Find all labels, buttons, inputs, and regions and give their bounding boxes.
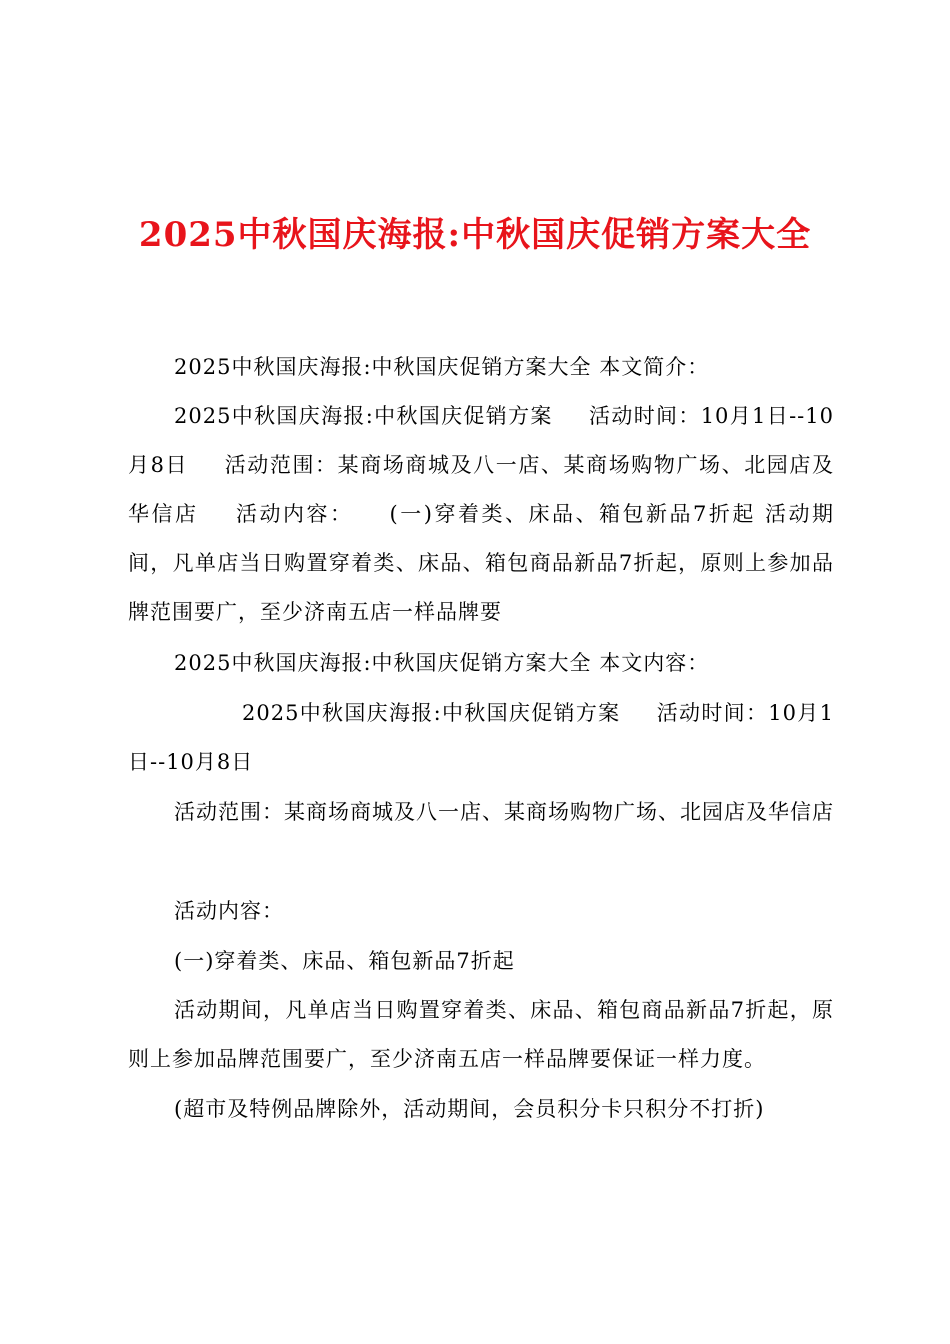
- summary-scope: 活动范围：某商场商城及八一店、某商场购物广场、北园店及华信店: [128, 453, 834, 526]
- body-note: (超市及特例品牌除外，活动期间，会员积分卡只积分不打折): [174, 1097, 765, 1121]
- body-scope: 活动范围：某商场商城及八一店、某商场购物广场、北园店及华信店: [174, 800, 834, 824]
- body-item-text: 活动期间，凡单店当日购置穿着类、床品、箱包商品新品7折起，原则上参加品牌范围要广，至少济南五店一样品牌要保证一样力度。: [128, 998, 834, 1071]
- summary-item: (一)穿着类、床品、箱包新品7折起 活动期间，凡单店当日购置穿着类、床品、箱包商品新品7折起，原则上参加品牌范围要广，至少济南五店一样品牌要: [128, 502, 835, 624]
- body-time: 活动时间：10月1日--10月8日: [128, 701, 834, 774]
- content-heading: 2025中秋国庆海报:中秋国庆促销方案大全 本文内容：: [174, 651, 710, 675]
- document-title: 2025中秋国庆海报:中秋国庆促销方案大全: [138, 215, 812, 255]
- summary-time: 活动时间：10月1日--10月8日: [128, 404, 834, 477]
- body-lead: 2025中秋国庆海报:中秋国庆促销方案: [242, 701, 621, 725]
- body-item-heading: (一)穿着类、床品、箱包新品7折起: [174, 949, 515, 973]
- summary-paragraph: [128, 392, 834, 637]
- body-lead-paragraph: [128, 689, 834, 787]
- summary-heading: 2025中秋国庆海报:中秋国庆促销方案大全 本文简介：: [174, 355, 710, 379]
- body-content-label: 活动内容：: [174, 899, 284, 923]
- summary-lead: 2025中秋国庆海报:中秋国庆促销方案: [174, 404, 553, 428]
- summary-content-label: 活动内容：: [234, 502, 354, 526]
